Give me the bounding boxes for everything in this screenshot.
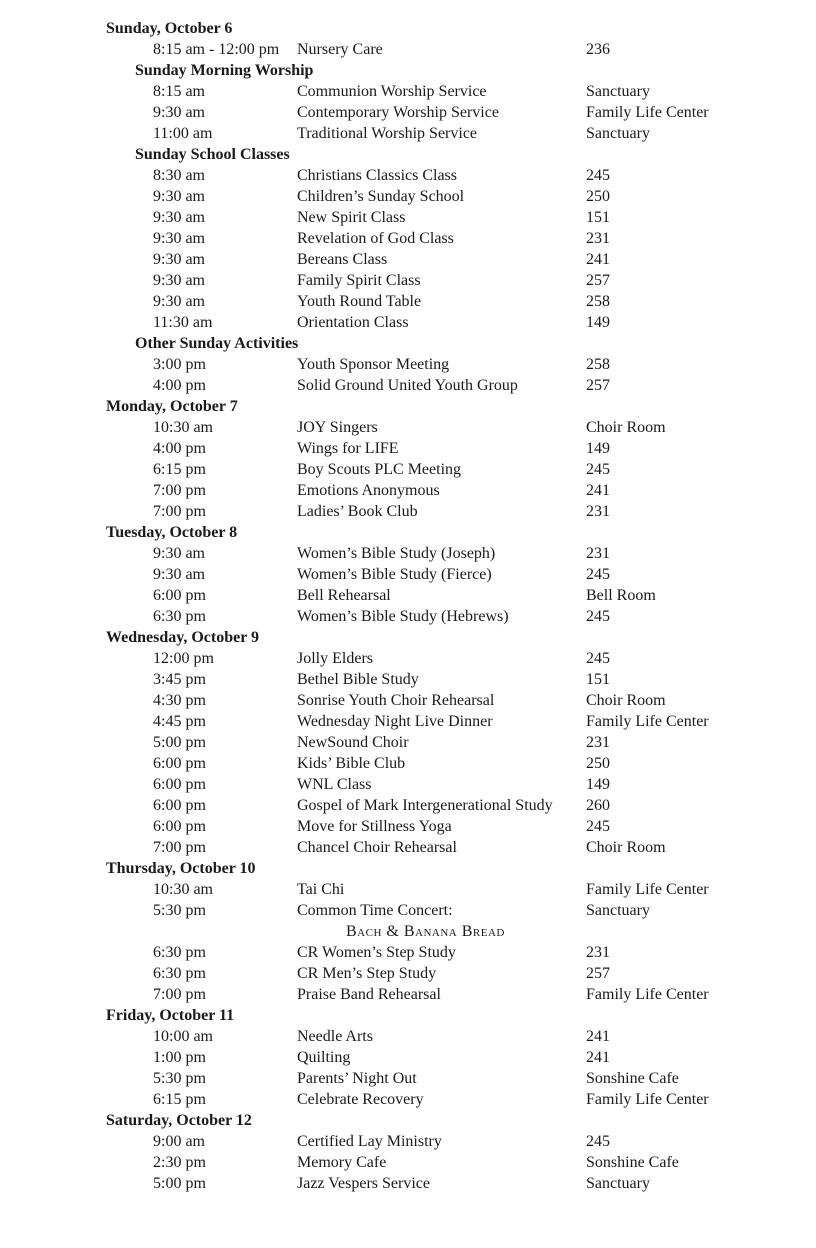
- event-name: Jazz Vespers Service: [297, 1175, 430, 1192]
- event-time: 6:00 pm: [153, 818, 206, 835]
- event-room: Choir Room: [586, 839, 666, 856]
- event-time: 9:30 am: [153, 566, 205, 583]
- event-time: 1:00 pm: [153, 1049, 206, 1066]
- event-room: 151: [586, 671, 610, 688]
- event-row: [0, 732, 816, 753]
- weekly-schedule: [0, 18, 816, 1194]
- event-name: Praise Band Rehearsal: [297, 986, 441, 1003]
- event-name: Revelation of God Class: [297, 230, 454, 247]
- event-time: 5:30 pm: [153, 1070, 206, 1087]
- event-time: 6:30 pm: [153, 965, 206, 982]
- event-name: Christians Classics Class: [297, 167, 458, 184]
- day-heading: Wednesday, October 9: [106, 629, 260, 646]
- event-time: 9:30 am: [153, 545, 205, 562]
- event-time: 9:30 am: [153, 104, 205, 121]
- event-name: WNL Class: [297, 776, 372, 793]
- event-row: [0, 585, 816, 606]
- event-name: Quilting: [297, 1049, 351, 1066]
- event-name: Solid Ground United Youth Group: [297, 377, 518, 394]
- event-time: 10:00 am: [153, 1028, 213, 1045]
- event-time: 9:00 am: [153, 1133, 205, 1150]
- event-room: 236: [586, 41, 610, 58]
- event-room: 241: [586, 251, 610, 268]
- event-row: [0, 165, 816, 186]
- event-room: Family Life Center: [586, 986, 709, 1003]
- event-row: [0, 228, 816, 249]
- event-name: Celebrate Recovery: [297, 1091, 424, 1108]
- event-room: 257: [586, 377, 610, 394]
- event-row: [0, 984, 816, 1005]
- event-room: Sanctuary: [586, 1175, 650, 1192]
- event-row: [0, 795, 816, 816]
- event-name: New Spirit Class: [297, 209, 406, 226]
- event-time: 7:00 pm: [153, 839, 206, 856]
- event-row: [0, 123, 816, 144]
- event-row: [0, 606, 816, 627]
- event-time: 6:00 pm: [153, 587, 206, 604]
- event-row: [0, 501, 816, 522]
- event-name: Family Spirit Class: [297, 272, 421, 289]
- event-row: [0, 1131, 816, 1152]
- event-name: Bell Rehearsal: [297, 587, 391, 604]
- event-time: 7:00 pm: [153, 986, 206, 1003]
- event-time: 9:30 am: [153, 209, 205, 226]
- event-name: Memory Cafe: [297, 1154, 387, 1171]
- event-name: Sonrise Youth Choir Rehearsal: [297, 692, 495, 709]
- event-row: [0, 480, 816, 501]
- event-row: [0, 753, 816, 774]
- event-time: 6:30 pm: [153, 944, 206, 961]
- event-room: Sanctuary: [586, 83, 650, 100]
- event-time: 3:45 pm: [153, 671, 206, 688]
- event-name: Parents’ Night Out: [297, 1070, 417, 1087]
- event-room: Family Life Center: [586, 104, 709, 121]
- event-time: 6:15 pm: [153, 1091, 206, 1108]
- event-time: 4:30 pm: [153, 692, 206, 709]
- event-name: Gospel of Mark Intergenerational Study: [297, 797, 553, 814]
- event-name: Boy Scouts PLC Meeting: [297, 461, 462, 478]
- event-time: 8:15 am - 12:00 pm: [153, 41, 280, 58]
- event-row: [0, 1089, 816, 1110]
- event-room: 245: [586, 608, 610, 625]
- event-room: 250: [586, 188, 610, 205]
- event-room: 231: [586, 503, 610, 520]
- event-time: 6:30 pm: [153, 608, 206, 625]
- event-time: 6:00 pm: [153, 755, 206, 772]
- event-row: [0, 711, 816, 732]
- event-row: [0, 1173, 816, 1194]
- event-room: 257: [586, 272, 610, 289]
- event-time: 8:30 am: [153, 167, 205, 184]
- event-name: Women’s Bible Study (Joseph): [297, 545, 496, 562]
- event-subtitle: Bach & Banana Bread: [346, 923, 505, 940]
- event-row: [0, 942, 816, 963]
- event-row: [0, 417, 816, 438]
- event-row: [0, 648, 816, 669]
- event-time: 6:15 pm: [153, 461, 206, 478]
- event-subtitle-row: [0, 921, 816, 942]
- event-time: 7:00 pm: [153, 482, 206, 499]
- event-row: [0, 1152, 816, 1173]
- event-room: Sonshine Cafe: [586, 1154, 679, 1171]
- event-room: Family Life Center: [586, 881, 709, 898]
- event-room: 231: [586, 545, 610, 562]
- day-heading: Tuesday, October 8: [106, 524, 238, 541]
- event-row: [0, 186, 816, 207]
- event-time: 9:30 am: [153, 251, 205, 268]
- event-name: Children’s Sunday School: [297, 188, 465, 205]
- event-room: 250: [586, 755, 610, 772]
- event-time: 4:00 pm: [153, 377, 206, 394]
- event-row: [0, 879, 816, 900]
- event-room: 231: [586, 944, 610, 961]
- event-time: 5:00 pm: [153, 1175, 206, 1192]
- event-room: Family Life Center: [586, 713, 709, 730]
- event-room: 258: [586, 293, 610, 310]
- event-name: Jolly Elders: [297, 650, 373, 667]
- event-time: 4:00 pm: [153, 440, 206, 457]
- event-row: [0, 900, 816, 921]
- event-row: [0, 669, 816, 690]
- event-room: 231: [586, 230, 610, 247]
- event-row: [0, 291, 816, 312]
- event-time: 6:00 pm: [153, 797, 206, 814]
- event-row: [0, 690, 816, 711]
- event-time: 12:00 pm: [153, 650, 214, 667]
- event-name: Contemporary Worship Service: [297, 104, 499, 121]
- event-room: Sonshine Cafe: [586, 1070, 679, 1087]
- event-room: 245: [586, 566, 610, 583]
- event-row: [0, 1068, 816, 1089]
- event-time: 7:00 pm: [153, 503, 206, 520]
- event-name: Orientation Class: [297, 314, 409, 331]
- event-row: [0, 102, 816, 123]
- event-time: 10:30 am: [153, 881, 213, 898]
- event-row: [0, 963, 816, 984]
- section-heading: Sunday Morning Worship: [135, 62, 314, 79]
- event-room: Sanctuary: [586, 125, 650, 142]
- section-heading: Sunday School Classes: [135, 146, 290, 163]
- event-room: 245: [586, 650, 610, 667]
- event-name: Youth Round Table: [297, 293, 422, 310]
- event-room: Choir Room: [586, 692, 666, 709]
- event-row: [0, 312, 816, 333]
- event-name: CR Men’s Step Study: [297, 965, 437, 982]
- event-name: Common Time Concert:: [297, 902, 453, 919]
- event-name: Bethel Bible Study: [297, 671, 419, 688]
- event-row: [0, 207, 816, 228]
- event-room: 260: [586, 797, 610, 814]
- event-time: 5:00 pm: [153, 734, 206, 751]
- event-name: Needle Arts: [297, 1028, 373, 1045]
- day-heading: Monday, October 7: [106, 398, 238, 415]
- event-time: 9:30 am: [153, 272, 205, 289]
- event-room: 258: [586, 356, 610, 373]
- event-name: Wednesday Night Live Dinner: [297, 713, 493, 730]
- event-row: [0, 816, 816, 837]
- event-time: 9:30 am: [153, 293, 205, 310]
- event-name: Chancel Choir Rehearsal: [297, 839, 457, 856]
- event-name: CR Women’s Step Study: [297, 944, 456, 961]
- event-room: 245: [586, 818, 610, 835]
- event-room: 231: [586, 734, 610, 751]
- event-time: 9:30 am: [153, 188, 205, 205]
- event-name: Kids’ Bible Club: [297, 755, 406, 772]
- event-row: [0, 438, 816, 459]
- event-name: Communion Worship Service: [297, 83, 487, 100]
- event-time: 3:00 pm: [153, 356, 206, 373]
- event-row: [0, 249, 816, 270]
- event-name: Tai Chi: [297, 881, 345, 898]
- section-heading: Other Sunday Activities: [135, 335, 299, 352]
- event-row: [0, 837, 816, 858]
- event-time: 5:30 pm: [153, 902, 206, 919]
- event-name: Women’s Bible Study (Fierce): [297, 566, 492, 583]
- event-time: 8:15 am: [153, 83, 205, 100]
- event-name: Nursery Care: [297, 41, 383, 58]
- event-room: 149: [586, 440, 610, 457]
- event-room: 241: [586, 1028, 610, 1045]
- event-row: [0, 459, 816, 480]
- day-heading: Saturday, October 12: [106, 1112, 252, 1129]
- event-room: Choir Room: [586, 419, 666, 436]
- event-row: [0, 564, 816, 585]
- event-room: Sanctuary: [586, 902, 650, 919]
- event-room: 245: [586, 167, 610, 184]
- event-row: [0, 39, 816, 60]
- event-time: 4:45 pm: [153, 713, 206, 730]
- day-heading: Friday, October 11: [106, 1007, 235, 1024]
- event-room: 257: [586, 965, 610, 982]
- event-row: [0, 774, 816, 795]
- event-time: 11:00 am: [153, 125, 213, 142]
- event-row: [0, 375, 816, 396]
- event-room: 241: [586, 482, 610, 499]
- event-time: 10:30 am: [153, 419, 213, 436]
- event-row: [0, 1026, 816, 1047]
- day-heading: Thursday, October 10: [106, 860, 256, 877]
- event-time: 9:30 am: [153, 230, 205, 247]
- event-room: Family Life Center: [586, 1091, 709, 1108]
- event-row: [0, 1047, 816, 1068]
- event-row: [0, 81, 816, 102]
- event-name: Youth Sponsor Meeting: [297, 356, 450, 373]
- event-time: 6:00 pm: [153, 776, 206, 793]
- event-room: 151: [586, 209, 610, 226]
- event-name: Emotions Anonymous: [297, 482, 440, 499]
- event-name: Bereans Class: [297, 251, 388, 268]
- event-room: 241: [586, 1049, 610, 1066]
- event-room: 149: [586, 314, 610, 331]
- event-time: 11:30 am: [153, 314, 213, 331]
- event-row: [0, 354, 816, 375]
- event-room: 149: [586, 776, 610, 793]
- event-name: Traditional Worship Service: [297, 125, 478, 142]
- event-name: Ladies’ Book Club: [297, 503, 418, 520]
- event-name: NewSound Choir: [297, 734, 409, 751]
- event-room: Bell Room: [586, 587, 656, 604]
- event-name: Move for Stillness Yoga: [297, 818, 452, 835]
- event-name: Certified Lay Ministry: [297, 1133, 442, 1150]
- event-room: 245: [586, 1133, 610, 1150]
- event-room: 245: [586, 461, 610, 478]
- event-time: 2:30 pm: [153, 1154, 206, 1171]
- event-row: [0, 543, 816, 564]
- event-name: JOY Singers: [297, 419, 378, 436]
- event-name: Wings for LIFE: [297, 440, 399, 457]
- day-heading: Sunday, October 6: [106, 20, 233, 37]
- event-row: [0, 270, 816, 291]
- event-name: Women’s Bible Study (Hebrews): [297, 608, 509, 625]
